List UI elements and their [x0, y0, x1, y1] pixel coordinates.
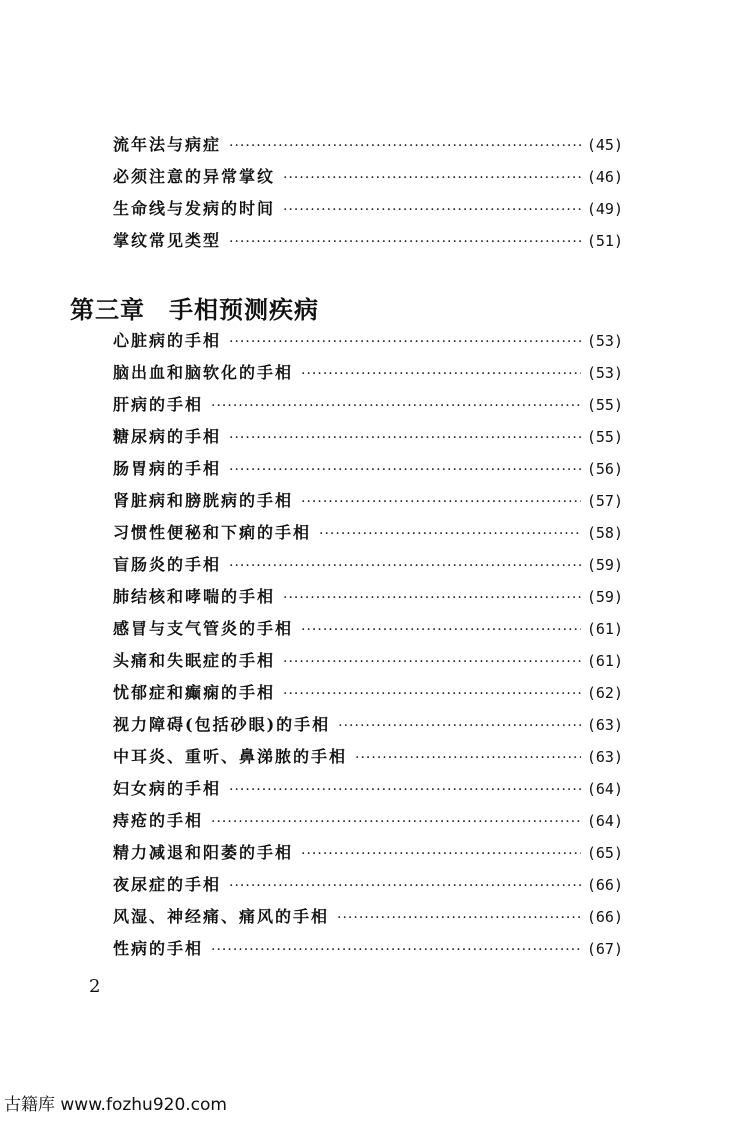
toc-entry-title: 肝病的手相 [113, 395, 204, 414]
toc-entry-title: 忧郁症和癫痫的手相 [113, 683, 276, 702]
toc-leader-dots [283, 654, 581, 670]
toc-entry-page: (57) [586, 492, 623, 510]
toc-entry-title: 精力减退和阳萎的手相 [113, 843, 294, 862]
toc-entry-title: 中耳炎、重听、鼻涕脓的手相 [113, 747, 348, 766]
toc-entry[interactable] [113, 616, 623, 648]
toc-entry-title: 肾脏病和膀胱病的手相 [113, 491, 294, 510]
toc-leader-dots [229, 782, 581, 798]
toc-entry-page: (64) [586, 780, 623, 798]
toc-entry[interactable] [113, 456, 623, 488]
toc-entry-title: 视力障碍(包括砂眼)的手相 [113, 715, 331, 734]
toc-leader-dots [283, 202, 581, 218]
toc-leader-dots [229, 558, 581, 574]
toc-entry[interactable] [113, 840, 623, 872]
toc-entry-title: 性病的手相 [113, 939, 204, 958]
page-number: 2 [89, 976, 101, 997]
toc-entry-title: 糖尿病的手相 [113, 427, 222, 446]
toc-section-chapter [113, 328, 623, 968]
toc-entry-title: 盲肠炎的手相 [113, 555, 222, 574]
toc-leader-dots [301, 846, 581, 862]
toc-entry-title: 痔疮的手相 [113, 811, 204, 830]
toc-entry[interactable] [113, 584, 623, 616]
toc-entry[interactable] [113, 936, 623, 968]
toc-entry-title: 生命线与发病的时间 [113, 199, 276, 218]
toc-entry-page: (53) [586, 332, 623, 350]
toc-leader-dots [283, 170, 581, 186]
toc-entry[interactable] [113, 552, 623, 584]
toc-leader-dots [283, 590, 581, 606]
toc-entry-page: (61) [586, 620, 623, 638]
toc-entry-page: (63) [586, 748, 623, 766]
toc-entry-page: (51) [586, 232, 623, 250]
toc-entry-page: (64) [586, 812, 623, 830]
toc-entry-title: 头痛和失眠症的手相 [113, 651, 276, 670]
toc-entry[interactable] [113, 392, 623, 424]
toc-entry-title: 掌纹常见类型 [113, 231, 222, 250]
toc-leader-dots [338, 718, 581, 734]
toc-leader-dots [211, 942, 581, 958]
toc-entry[interactable] [113, 680, 623, 712]
toc-entry-page: (67) [586, 940, 623, 958]
toc-leader-dots [211, 814, 581, 830]
toc-entry-page: (61) [586, 652, 623, 670]
chapter-number: 第三章 [70, 296, 145, 324]
toc-entry-page: (66) [586, 908, 623, 926]
toc-entry-page: (49) [586, 200, 623, 218]
toc-entry-page: (62) [586, 684, 623, 702]
chapter-title: 手相预测疾病 [169, 296, 319, 324]
toc-entry-page: (59) [586, 588, 623, 606]
toc-leader-dots [319, 526, 581, 542]
toc-entry-page: (45) [586, 136, 623, 154]
toc-leader-dots [211, 398, 581, 414]
toc-leader-dots [283, 686, 581, 702]
toc-entry-title: 夜尿症的手相 [113, 875, 222, 894]
toc-entry-page: (46) [586, 168, 623, 186]
toc-entry-title: 脑出血和脑软化的手相 [113, 363, 294, 382]
toc-entry[interactable] [113, 712, 623, 744]
toc-leader-dots [355, 750, 581, 766]
toc-entry[interactable] [113, 228, 623, 260]
toc-entry-title: 肠胃病的手相 [113, 459, 222, 478]
toc-section-top [113, 132, 623, 260]
toc-entry-title: 肺结核和哮喘的手相 [113, 587, 276, 606]
toc-entry-title: 风湿、神经痛、痛风的手相 [113, 907, 330, 926]
toc-leader-dots [301, 494, 581, 510]
toc-entry[interactable] [113, 808, 623, 840]
toc-entry-title: 妇女病的手相 [113, 779, 222, 798]
toc-entry[interactable] [113, 520, 623, 552]
toc-entry[interactable] [113, 328, 623, 360]
toc-leader-dots [301, 622, 581, 638]
toc-entry-page: (53) [586, 364, 623, 382]
toc-leader-dots [229, 430, 581, 446]
toc-entry-page: (55) [586, 396, 623, 414]
toc-entry[interactable] [113, 360, 623, 392]
toc-entry-page: (56) [586, 460, 623, 478]
toc-entry-title: 心脏病的手相 [113, 331, 222, 350]
toc-entry-page: (66) [586, 876, 623, 894]
toc-leader-dots [229, 234, 581, 250]
toc-leader-dots [229, 334, 581, 350]
toc-leader-dots [301, 366, 581, 382]
toc-leader-dots [337, 910, 581, 926]
toc-entry-title: 感冒与支气管炎的手相 [113, 619, 294, 638]
toc-entry-title: 必须注意的异常掌纹 [113, 167, 276, 186]
toc-entry[interactable] [113, 904, 623, 936]
toc-entry[interactable] [113, 488, 623, 520]
toc-entry[interactable] [113, 424, 623, 456]
watermark-text: 古籍库 www.fozhu920.com [4, 1095, 227, 1115]
toc-leader-dots [229, 462, 581, 478]
toc-entry-page: (55) [586, 428, 623, 446]
toc-entry[interactable] [113, 132, 623, 164]
toc-entry[interactable] [113, 648, 623, 680]
toc-leader-dots [229, 878, 581, 894]
toc-entry[interactable] [113, 744, 623, 776]
chapter-heading[interactable] [70, 290, 319, 325]
toc-leader-dots [229, 138, 581, 154]
toc-entry-page: (63) [586, 716, 623, 734]
toc-entry[interactable] [113, 164, 623, 196]
toc-entry-page: (65) [586, 844, 623, 862]
toc-entry-page: (58) [586, 524, 623, 542]
toc-entry[interactable] [113, 776, 623, 808]
toc-entry[interactable] [113, 872, 623, 904]
toc-entry-title: 习惯性便秘和下痢的手相 [113, 523, 312, 542]
toc-entry[interactable] [113, 196, 623, 228]
toc-entry-title: 流年法与病症 [113, 135, 222, 154]
toc-entry-page: (59) [586, 556, 623, 574]
